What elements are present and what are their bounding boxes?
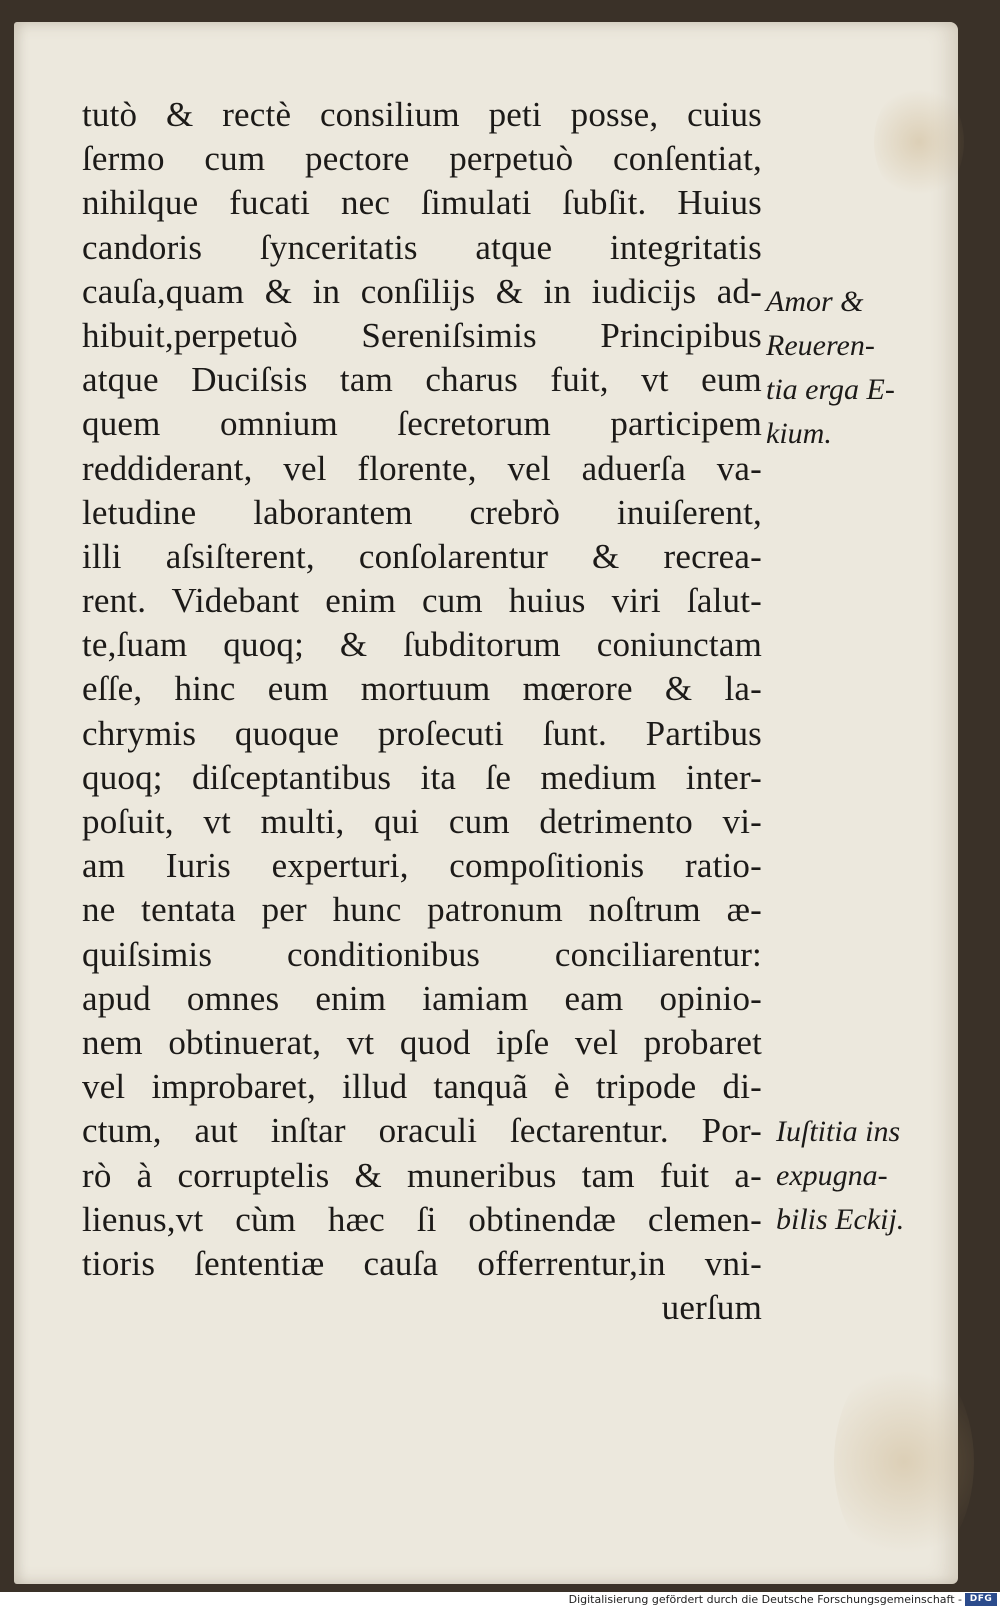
text-line: vel improbaret, illud tanquã è tripode di- (82, 1067, 762, 1107)
text-line: nem obtinuerat, vt quod ipſe vel probaret (82, 1022, 762, 1062)
footer-credit: Digitalisierung gefördert durch die Deutsche Forschungsgemeinschaft - (568, 1593, 962, 1606)
text-line: quem omnium ſecretorum participem (82, 404, 762, 444)
digitization-footer (0, 1592, 1000, 1608)
text-line: hibuit,perpetuò Sereniſsimis Principibus (82, 315, 762, 355)
catchword: uerſum (661, 1288, 762, 1328)
page-stain (834, 1352, 974, 1572)
marginal-note-line: Iuſtitia ins (776, 1115, 901, 1148)
text-line: am Iuris experturi, compoſitionis ratio- (82, 846, 762, 886)
text-line: te,ſuam quoq; & ſubditorum coniunctam (82, 625, 762, 665)
text-line: letudine laborantem crebrò inuiſerent, (82, 492, 762, 532)
text-line: quoq; diſceptantibus ita ſe medium inter- (82, 757, 762, 797)
marginal-note (766, 280, 895, 456)
text-line: apud omnes enim iamiam eam opinio- (82, 978, 762, 1018)
text-line: ne tentata per hunc patronum noſtrum æ- (82, 890, 762, 930)
text-line: ſermo cum pectore perpetuò conſentiat, (82, 139, 762, 179)
page-stain (874, 82, 964, 202)
text-line: illi aſsiſterent, conſolarentur & recrea- (82, 536, 762, 576)
text-line: lienus,vt cùm hæc ſi obtinendæ clemen- (82, 1199, 762, 1239)
marginal-note-line: Reueren- (766, 329, 875, 362)
text-line: tutò & rectè consilium peti posse, cuius (82, 95, 762, 134)
text-line: candoris ſynceritatis atque integritatis (82, 227, 762, 267)
text-line: rò à corruptelis & muneribus tam fuit a- (82, 1155, 762, 1195)
text-line: chrymis quoque proſecuti ſunt. Partibus (82, 713, 762, 753)
text-line: atque Duciſsis tam charus fuit, vt eum (82, 360, 762, 400)
marginal-note-line: Amor & (766, 285, 864, 318)
marginal-note-line: expugna- (776, 1159, 888, 1192)
marginal-note (776, 1110, 904, 1242)
marginal-note-line: kium. (766, 417, 832, 450)
text-line: rent. Videbant enim cum huius viri ſalut- (82, 581, 762, 621)
text-line: ctum, aut inſtar oraculi ſectarentur. Por- (82, 1111, 762, 1151)
text-line: nihilque fucati nec ſimulati ſubſit. Huius (82, 183, 762, 223)
text-line: poſuit, vt multi, qui cum detrimento vi- (82, 802, 762, 841)
text-line: reddiderant, vel florente, vel aduerſa va- (82, 448, 762, 488)
marginal-note-line: bilis Eckij. (776, 1203, 905, 1236)
body-text (82, 93, 762, 1330)
dfg-logo: DFG (965, 1593, 997, 1606)
text-line: cauſa,quam & in conſilijs & in iudicijs ad- (82, 271, 762, 311)
text-line: eſſe, hinc eum mortuum mœrore & la- (82, 669, 762, 709)
marginal-note-line: tia erga E- (766, 373, 895, 406)
text-line: tioris ſententiæ cauſa offerrentur,in vni- (82, 1243, 762, 1283)
text-line: quiſsimis conditionibus conciliarentur: (82, 934, 762, 974)
